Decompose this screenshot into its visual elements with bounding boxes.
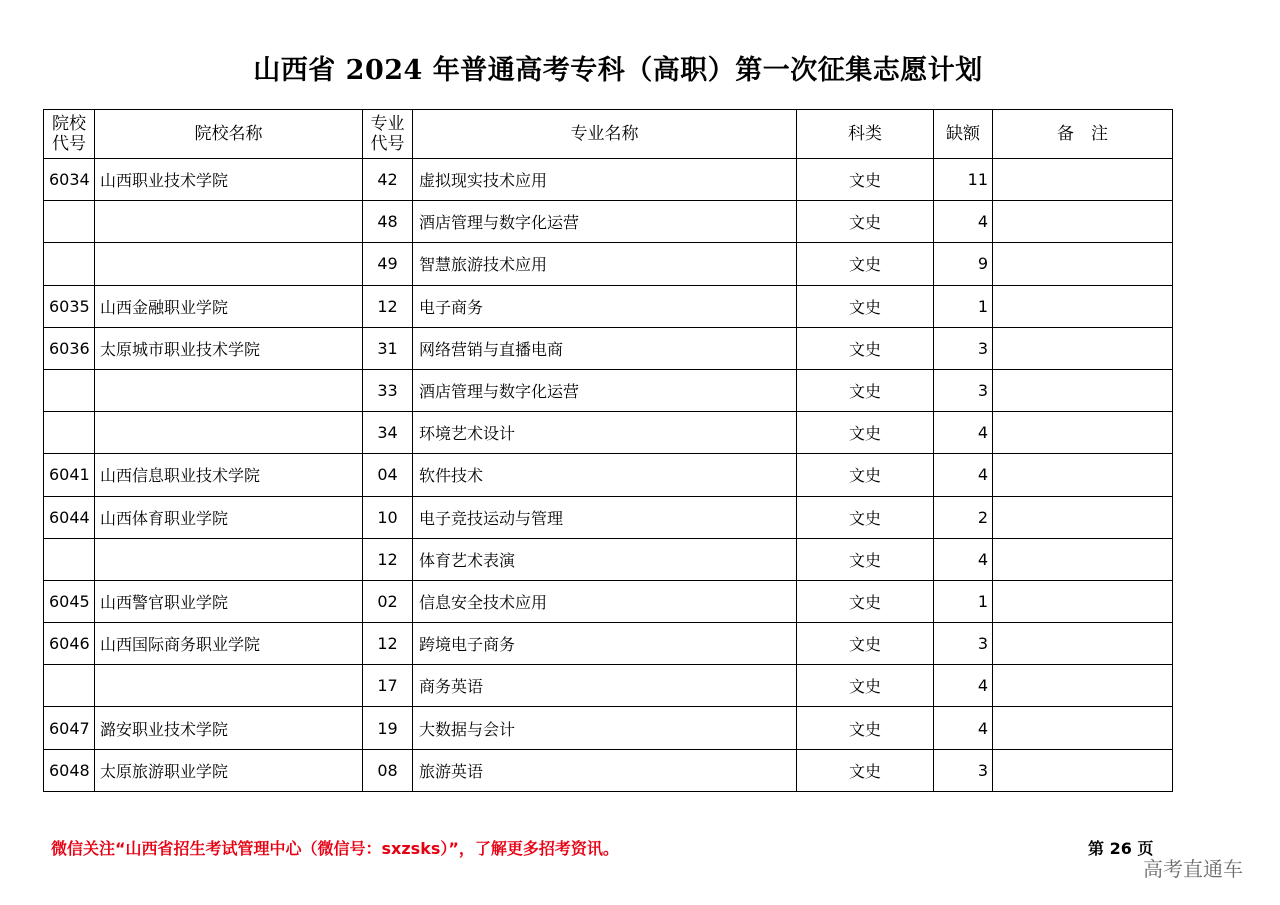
cell-school-name (95, 243, 363, 285)
cell-major-code: 19 (363, 707, 413, 749)
watermark: 高考直通车 (1143, 857, 1243, 881)
table-row (44, 707, 1173, 749)
cell-school-name: 太原旅游职业学院 (95, 749, 363, 791)
cell-major-code: 12 (363, 538, 413, 580)
cell-category: 文史 (797, 159, 934, 201)
cell-remarks (993, 327, 1173, 369)
cell-remarks (993, 538, 1173, 580)
cell-vacancies: 4 (934, 201, 993, 243)
cell-school-code: 6044 (44, 496, 95, 538)
cell-major-name: 虚拟现实技术应用 (413, 159, 797, 201)
cell-school-code: 6036 (44, 327, 95, 369)
cell-remarks (993, 749, 1173, 791)
cell-category: 文史 (797, 665, 934, 707)
cell-major-name: 商务英语 (413, 665, 797, 707)
enrollment-plan-table (43, 109, 1173, 792)
cell-major-code: 42 (363, 159, 413, 201)
header-category: 科类 (797, 110, 934, 159)
header-major-name: 专业名称 (413, 110, 797, 159)
cell-school-code: 6034 (44, 159, 95, 201)
cell-category: 文史 (797, 412, 934, 454)
cell-remarks (993, 159, 1173, 201)
cell-remarks (993, 707, 1173, 749)
cell-major-code: 10 (363, 496, 413, 538)
table-header-row (44, 110, 1173, 159)
cell-school-name: 山西信息职业技术学院 (95, 454, 363, 496)
cell-major-code: 49 (363, 243, 413, 285)
cell-vacancies: 1 (934, 580, 993, 622)
cell-vacancies: 3 (934, 749, 993, 791)
cell-major-name: 信息安全技术应用 (413, 580, 797, 622)
cell-major-name: 跨境电子商务 (413, 623, 797, 665)
table-row (44, 749, 1173, 791)
page-title: 山西省 2024 年普通高考专科（高职）第一次征集志愿计划 (253, 55, 983, 86)
page-number: 第 26 页 (1088, 839, 1154, 858)
table-row (44, 665, 1173, 707)
cell-vacancies: 4 (934, 707, 993, 749)
cell-school-name: 山西体育职业学院 (95, 496, 363, 538)
cell-school-code (44, 243, 95, 285)
cell-school-name (95, 665, 363, 707)
cell-category: 文史 (797, 327, 934, 369)
cell-vacancies: 3 (934, 623, 993, 665)
cell-major-code: 12 (363, 623, 413, 665)
cell-school-code (44, 369, 95, 411)
cell-school-code: 6047 (44, 707, 95, 749)
footer-wechat-note: 微信关注“山西省招生考试管理中心（微信号：sxzsks）”，了解更多招考资讯。 (51, 839, 619, 858)
cell-remarks (993, 580, 1173, 622)
table-row (44, 327, 1173, 369)
cell-vacancies: 3 (934, 327, 993, 369)
cell-major-name: 软件技术 (413, 454, 797, 496)
cell-school-name (95, 412, 363, 454)
cell-category: 文史 (797, 201, 934, 243)
cell-major-code: 33 (363, 369, 413, 411)
cell-category: 文史 (797, 623, 934, 665)
cell-major-name: 大数据与会计 (413, 707, 797, 749)
cell-category: 文史 (797, 707, 934, 749)
cell-vacancies: 11 (934, 159, 993, 201)
cell-vacancies: 4 (934, 454, 993, 496)
cell-remarks (993, 496, 1173, 538)
header-vacancies: 缺额 (934, 110, 993, 159)
cell-school-code: 6048 (44, 749, 95, 791)
cell-major-name: 电子商务 (413, 285, 797, 327)
cell-major-name: 智慧旅游技术应用 (413, 243, 797, 285)
cell-major-code: 31 (363, 327, 413, 369)
cell-school-name (95, 201, 363, 243)
cell-major-name: 酒店管理与数字化运营 (413, 201, 797, 243)
cell-category: 文史 (797, 369, 934, 411)
cell-school-name (95, 538, 363, 580)
header-major-code: 专业 代号 (363, 110, 413, 159)
cell-major-code: 08 (363, 749, 413, 791)
cell-major-code: 04 (363, 454, 413, 496)
cell-school-code: 6035 (44, 285, 95, 327)
cell-major-name: 酒店管理与数字化运营 (413, 369, 797, 411)
cell-vacancies: 4 (934, 412, 993, 454)
cell-remarks (993, 412, 1173, 454)
cell-vacancies: 1 (934, 285, 993, 327)
cell-school-code (44, 412, 95, 454)
cell-vacancies: 4 (934, 665, 993, 707)
header-school-code: 院校 代号 (44, 110, 95, 159)
cell-category: 文史 (797, 454, 934, 496)
cell-category: 文史 (797, 285, 934, 327)
cell-major-name: 网络营销与直播电商 (413, 327, 797, 369)
cell-vacancies: 4 (934, 538, 993, 580)
cell-remarks (993, 623, 1173, 665)
cell-remarks (993, 285, 1173, 327)
cell-major-code: 12 (363, 285, 413, 327)
table-row (44, 538, 1173, 580)
cell-school-name: 潞安职业技术学院 (95, 707, 363, 749)
cell-school-name: 太原城市职业技术学院 (95, 327, 363, 369)
cell-school-name: 山西职业技术学院 (95, 159, 363, 201)
cell-school-name (95, 369, 363, 411)
table-row (44, 159, 1173, 201)
table-row (44, 285, 1173, 327)
cell-major-name: 体育艺术表演 (413, 538, 797, 580)
cell-school-code: 6045 (44, 580, 95, 622)
cell-school-name: 山西金融职业学院 (95, 285, 363, 327)
header-remarks: 备 注 (993, 110, 1173, 159)
table-row (44, 201, 1173, 243)
cell-remarks (993, 243, 1173, 285)
cell-school-name: 山西警官职业学院 (95, 580, 363, 622)
header-school-name: 院校名称 (95, 110, 363, 159)
cell-major-name: 环境艺术设计 (413, 412, 797, 454)
table-row (44, 580, 1173, 622)
cell-vacancies: 9 (934, 243, 993, 285)
table-row (44, 623, 1173, 665)
cell-school-name: 山西国际商务职业学院 (95, 623, 363, 665)
cell-vacancies: 3 (934, 369, 993, 411)
cell-remarks (993, 454, 1173, 496)
cell-category: 文史 (797, 243, 934, 285)
cell-remarks (993, 369, 1173, 411)
cell-school-code (44, 201, 95, 243)
cell-major-code: 17 (363, 665, 413, 707)
table-row (44, 369, 1173, 411)
cell-school-code: 6046 (44, 623, 95, 665)
cell-vacancies: 2 (934, 496, 993, 538)
cell-school-code: 6041 (44, 454, 95, 496)
table-row (44, 412, 1173, 454)
cell-major-code: 02 (363, 580, 413, 622)
cell-major-code: 34 (363, 412, 413, 454)
table-row (44, 454, 1173, 496)
cell-remarks (993, 665, 1173, 707)
cell-category: 文史 (797, 538, 934, 580)
cell-category: 文史 (797, 749, 934, 791)
table-row (44, 496, 1173, 538)
cell-remarks (993, 201, 1173, 243)
cell-school-code (44, 665, 95, 707)
cell-major-name: 电子竞技运动与管理 (413, 496, 797, 538)
table-row (44, 243, 1173, 285)
cell-school-code (44, 538, 95, 580)
cell-major-name: 旅游英语 (413, 749, 797, 791)
cell-category: 文史 (797, 496, 934, 538)
cell-category: 文史 (797, 580, 934, 622)
cell-major-code: 48 (363, 201, 413, 243)
